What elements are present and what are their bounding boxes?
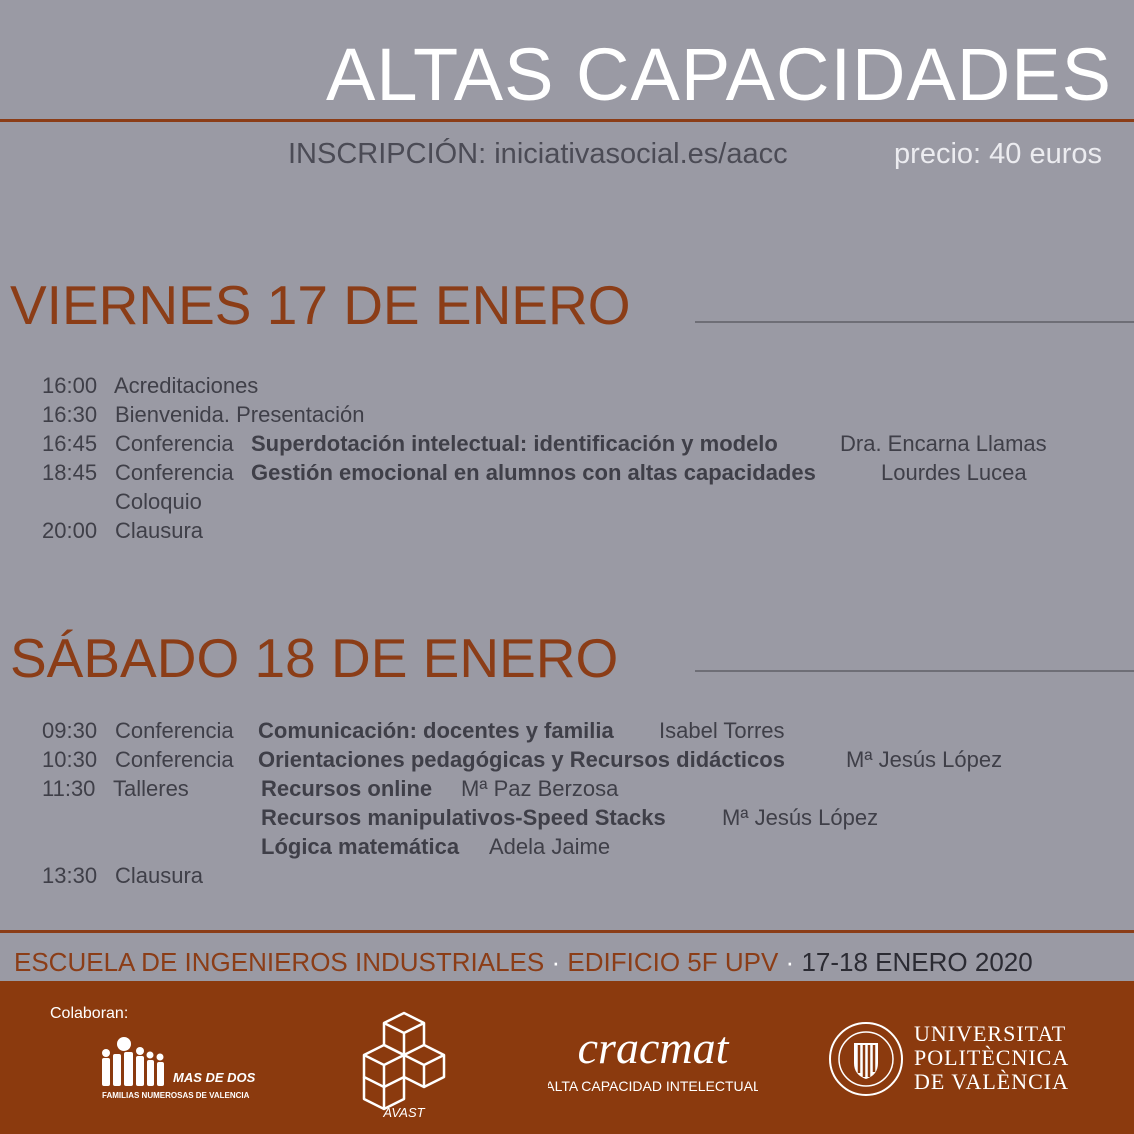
- time-label: 09:30: [42, 718, 98, 743]
- title-divider: [0, 119, 1134, 122]
- saturday-heading: SÁBADO 18 DE ENERO: [10, 627, 619, 689]
- event-type: Conferencia: [115, 431, 234, 456]
- building-name: EDIFICIO 5F UPV: [567, 947, 779, 977]
- event-speaker: Dra. Encarna Llamas: [840, 431, 1047, 456]
- event-speaker: Mª Jesús López: [722, 805, 879, 830]
- time-label: 16:00: [42, 373, 98, 398]
- event-topic: Orientaciones pedagógicas y Recursos didácticos: [258, 747, 785, 772]
- cracmat-logo: [548, 1021, 758, 1101]
- upv-line-2: POLITÈCNICA: [914, 1045, 1070, 1070]
- event-type: Bienvenida. Presentación: [115, 402, 365, 427]
- time-label: 11:30: [42, 776, 96, 801]
- event-speaker: Mª Jesús López: [846, 747, 1003, 772]
- cracmat-wordmark: cracmat: [577, 1022, 729, 1073]
- footer-divider: [0, 930, 1134, 933]
- mas-de-dos-logo: [100, 1036, 270, 1106]
- mas-de-dos-subtitle: FAMILIAS NUMEROSAS DE VALENCIA: [102, 1091, 250, 1100]
- event-topic: Gestión emocional en alumnos con altas capacidades: [251, 460, 816, 485]
- poster-title: ALTAS CAPACIDADES: [326, 33, 1112, 116]
- time-label: 16:30: [42, 402, 98, 427]
- venue-line: [14, 947, 1033, 978]
- event-dates: 17-18 ENERO 2020: [801, 947, 1033, 977]
- upv-line-1: UNIVERSITAT: [914, 1021, 1067, 1046]
- event-speaker: Adela Jaime: [489, 834, 611, 859]
- time-label: 10:30: [42, 747, 98, 772]
- time-label: 20:00: [42, 518, 98, 543]
- event-speaker: Mª Paz Berzosa: [461, 776, 619, 801]
- sponsors-label: Colaboran:: [50, 1005, 129, 1022]
- event-speaker: Isabel Torres: [659, 718, 785, 743]
- event-topic: Recursos manipulativos-Speed Stacks: [261, 805, 666, 830]
- avast-logo: [352, 1009, 457, 1119]
- upv-logo: [828, 1019, 1088, 1099]
- event-type: Clausura: [115, 863, 204, 888]
- sponsors-band: [0, 981, 1134, 1134]
- cracmat-subtitle: ALTA CAPACIDAD INTELECTUAL: [548, 1078, 758, 1094]
- registration-link[interactable]: INSCRIPCIÓN: iniciativasocial.es/aacc: [288, 138, 788, 170]
- time-label: 13:30: [42, 863, 98, 888]
- event-type: Conferencia: [115, 460, 234, 485]
- price-label: precio: 40 euros: [894, 138, 1102, 170]
- avast-wordmark: AVAST: [383, 1105, 425, 1119]
- upv-line-3: DE VALÈNCIA: [914, 1069, 1070, 1094]
- event-type: Conferencia: [115, 747, 234, 772]
- time-label: 18:45: [42, 460, 98, 485]
- event-type: Conferencia: [115, 718, 234, 743]
- event-topic: Lógica matemática: [261, 834, 460, 859]
- event-speaker: Lourdes Lucea: [881, 460, 1027, 485]
- friday-heading: VIERNES 17 DE ENERO: [10, 274, 631, 336]
- friday-divider: [695, 321, 1134, 323]
- event-type: Clausura: [115, 518, 204, 543]
- event-topic: Superdotación intelectual: identificación y modelo: [251, 431, 778, 456]
- mas-de-dos-title: MAS DE DOS: [173, 1070, 256, 1085]
- separator-dot: ·: [785, 947, 795, 977]
- venue-name: ESCUELA DE INGENIEROS INDUSTRIALES: [14, 947, 545, 977]
- separator-dot: ·: [551, 947, 561, 977]
- event-type: Talleres: [113, 776, 189, 801]
- event-topic: Recursos online: [261, 776, 433, 801]
- event-type: Coloquio: [115, 489, 202, 514]
- saturday-divider: [695, 670, 1134, 672]
- event-type: Acreditaciones: [114, 373, 259, 398]
- time-label: 16:45: [42, 431, 98, 456]
- event-topic: Comunicación: docentes y familia: [258, 718, 614, 743]
